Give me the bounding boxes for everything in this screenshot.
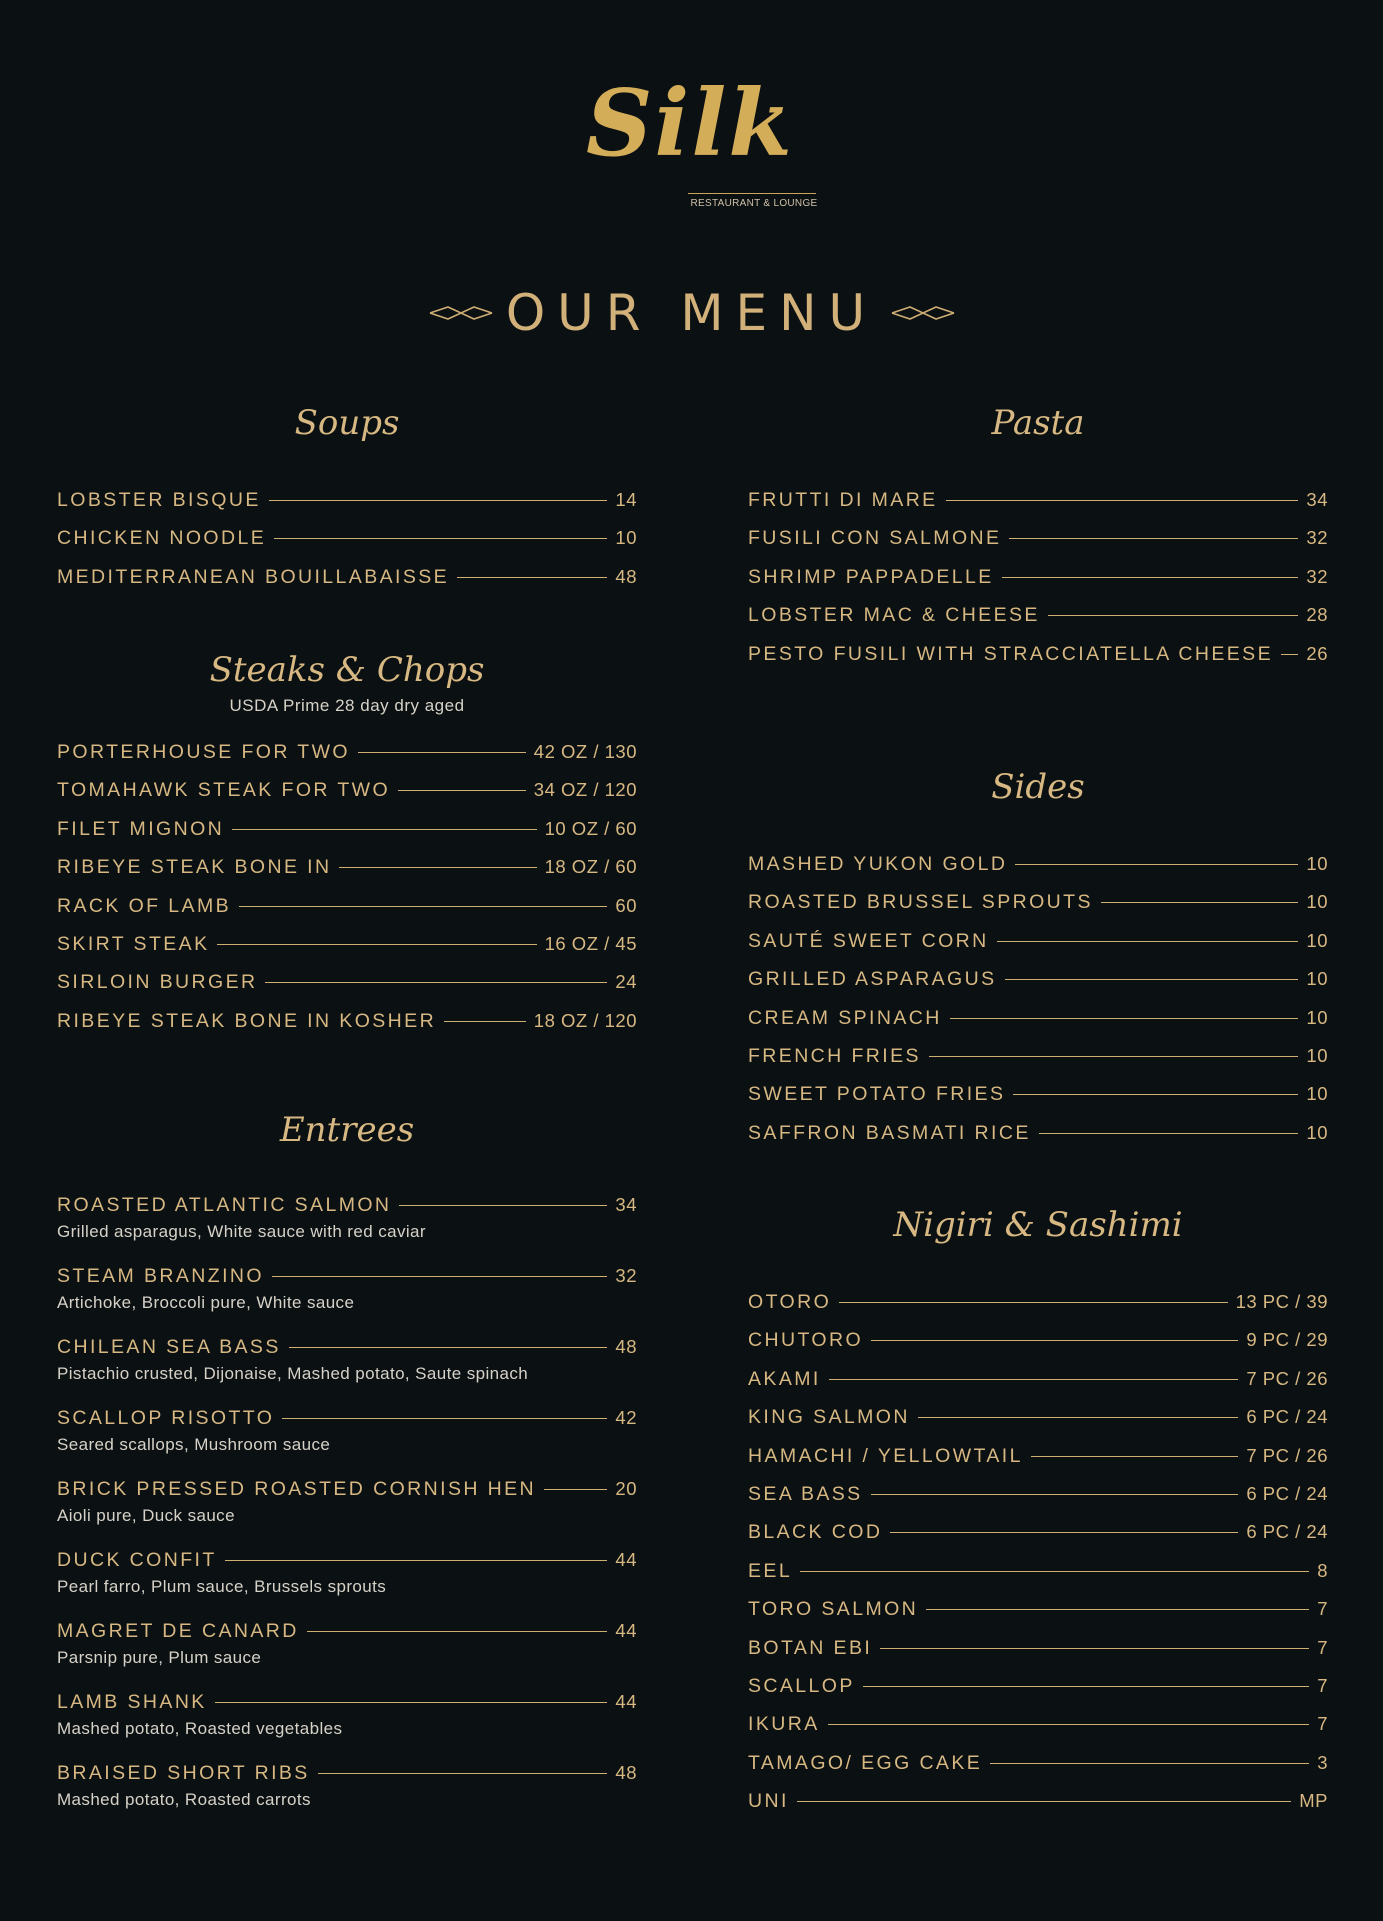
entree-item bbox=[57, 1762, 637, 1833]
leader-line bbox=[274, 538, 607, 539]
section-heading: Soups bbox=[294, 403, 400, 443]
menu-item-name: UNI bbox=[748, 1790, 789, 1813]
menu-item-name: PORTERHOUSE FOR TWO bbox=[57, 741, 350, 763]
menu-item-row bbox=[748, 930, 1328, 968]
leader-line bbox=[1009, 538, 1298, 539]
leader-line bbox=[399, 1205, 607, 1206]
menu-item-price: 7 bbox=[1317, 1598, 1328, 1620]
menu-item-row bbox=[57, 1407, 637, 1437]
leader-line bbox=[1039, 1133, 1299, 1134]
menu-item-row bbox=[748, 1291, 1328, 1329]
soups-section bbox=[57, 403, 637, 604]
menu-item-price: 16 OZ / 45 bbox=[544, 932, 637, 954]
menu-item-price: 10 bbox=[1306, 853, 1328, 874]
menu-item-row bbox=[748, 1790, 1328, 1828]
leader-line bbox=[289, 1347, 608, 1348]
menu-item-row bbox=[748, 1122, 1328, 1160]
leader-line bbox=[1002, 577, 1299, 578]
menu-item-row bbox=[57, 818, 637, 856]
menu-item-name: SAFFRON BASMATI RICE bbox=[748, 1121, 1031, 1144]
entrees-list bbox=[57, 1194, 637, 1833]
leader-line bbox=[225, 1560, 608, 1561]
menu-item-price: 6 PC / 24 bbox=[1246, 1482, 1328, 1504]
right-flourish-icon bbox=[890, 303, 956, 323]
entree-item bbox=[57, 1620, 637, 1691]
menu-item-price: 14 bbox=[615, 489, 637, 510]
section-heading: Pasta bbox=[991, 403, 1085, 443]
leader-line bbox=[990, 1763, 1309, 1764]
menu-item-name: SCALLOP bbox=[748, 1674, 855, 1697]
menu-item-price: 60 bbox=[615, 894, 637, 916]
menu-item-row bbox=[748, 1521, 1328, 1559]
menu-item-price: 44 bbox=[615, 1549, 637, 1570]
menu-item-row bbox=[57, 895, 637, 933]
menu-item-price: 20 bbox=[615, 1478, 637, 1499]
menu-item-name: TORO SALMON bbox=[748, 1598, 919, 1621]
leader-line bbox=[1281, 654, 1298, 655]
menu-item-name: FRUTTI DI MARE bbox=[748, 489, 938, 511]
menu-item-row bbox=[748, 1560, 1328, 1598]
menu-item-name: CHUTORO bbox=[748, 1329, 864, 1352]
entree-description: Mashed potato, Roasted vegetables bbox=[57, 1719, 343, 1738]
menu-item-name: IKURA bbox=[748, 1713, 820, 1736]
leader-line bbox=[215, 1702, 608, 1703]
menu-item-price: 10 bbox=[1306, 968, 1328, 990]
entree-description: Aioli pure, Duck sauce bbox=[57, 1506, 235, 1525]
menu-item-row bbox=[748, 527, 1328, 565]
sides-section bbox=[748, 767, 1328, 1160]
menu-item-name: ROASTED ATLANTIC SALMON bbox=[57, 1194, 392, 1216]
menu-item-name: LOBSTER MAC & CHEESE bbox=[748, 604, 1040, 627]
menu-item-price: 42 bbox=[615, 1407, 637, 1428]
menu-item-price: 28 bbox=[1306, 604, 1328, 626]
menu-item-name: PESTO FUSILI WITH STRACCIATELLA CHEESE bbox=[748, 642, 1273, 665]
leader-line bbox=[544, 1489, 607, 1490]
menu-item-name: CHILEAN SEA BASS bbox=[57, 1336, 281, 1358]
leader-line bbox=[839, 1302, 1227, 1303]
menu-item-name: RIBEYE STEAK BONE IN bbox=[57, 856, 332, 879]
sides-list bbox=[748, 853, 1328, 1160]
menu-item-name: SKIRT STEAK bbox=[57, 932, 210, 955]
menu-item-price: 32 bbox=[1306, 527, 1328, 549]
entree-item bbox=[57, 1407, 637, 1478]
menu-item-price: 10 bbox=[1306, 1083, 1328, 1105]
entree-item bbox=[57, 1336, 637, 1407]
menu-item-name: BRICK PRESSED ROASTED CORNISH HEN bbox=[57, 1478, 537, 1500]
menu-item-row bbox=[57, 1620, 637, 1650]
menu-item-row bbox=[748, 1752, 1328, 1790]
leader-line bbox=[1101, 902, 1299, 903]
menu-item-name: FILET MIGNON bbox=[57, 817, 225, 840]
leader-line bbox=[265, 982, 607, 983]
entree-description: Artichoke, Broccoli pure, White sauce bbox=[57, 1293, 355, 1312]
menu-item-name: SAUTÉ SWEET CORN bbox=[748, 929, 989, 952]
section-heading: Entrees bbox=[279, 1110, 415, 1150]
menu-item-price: 10 bbox=[1306, 1121, 1328, 1143]
menu-item-price: 7 bbox=[1317, 1674, 1328, 1696]
menu-item-row bbox=[57, 741, 637, 779]
leader-line bbox=[829, 1379, 1239, 1380]
menu-item-price: 18 OZ / 60 bbox=[544, 856, 637, 878]
section-heading: Nigiri & Sashimi bbox=[893, 1205, 1183, 1245]
menu-item-price: 32 bbox=[615, 1265, 637, 1286]
menu-item-row bbox=[57, 1194, 637, 1224]
leader-line bbox=[800, 1571, 1309, 1572]
menu-item-name: TOMAHAWK STEAK FOR TWO bbox=[57, 779, 391, 802]
menu-item-price: 6 PC / 24 bbox=[1246, 1406, 1328, 1428]
leader-line bbox=[1013, 1094, 1298, 1095]
menu-item-price: 7 bbox=[1317, 1713, 1328, 1735]
entree-description: Pearl farro, Plum sauce, Brussels sprouts bbox=[57, 1577, 387, 1596]
menu-item-row bbox=[748, 1713, 1328, 1751]
menu-item-name: HAMACHI / YELLOWTAIL bbox=[748, 1444, 1023, 1467]
menu-item-row bbox=[57, 1549, 637, 1579]
menu-item-price: 10 bbox=[1306, 1044, 1328, 1066]
leader-line bbox=[871, 1340, 1238, 1341]
menu-item-price: 7 PC / 26 bbox=[1246, 1367, 1328, 1389]
menu-item-row bbox=[748, 1598, 1328, 1636]
steaks-section bbox=[57, 650, 637, 1048]
menu-item-price: 10 bbox=[1306, 929, 1328, 951]
menu-item-price: 13 PC / 39 bbox=[1235, 1291, 1328, 1312]
leader-line bbox=[863, 1686, 1309, 1687]
leader-line bbox=[217, 944, 536, 945]
menu-item-name: DUCK CONFIT bbox=[57, 1549, 217, 1571]
menu-item-name: SWEET POTATO FRIES bbox=[748, 1083, 1006, 1106]
pasta-list bbox=[748, 489, 1328, 681]
leader-line bbox=[828, 1724, 1310, 1725]
leader-line bbox=[1031, 1456, 1239, 1457]
leader-line bbox=[890, 1532, 1238, 1533]
leader-line bbox=[950, 1018, 1299, 1019]
menu-item-name: CHICKEN NOODLE bbox=[57, 527, 267, 550]
menu-item-price: 3 bbox=[1317, 1751, 1328, 1773]
menu-item-name: MASHED YUKON GOLD bbox=[748, 853, 1008, 875]
leader-line bbox=[1005, 979, 1299, 980]
leader-line bbox=[1015, 864, 1298, 865]
logo-rule bbox=[688, 193, 816, 194]
menu-item-row bbox=[748, 1675, 1328, 1713]
menu-item-row bbox=[748, 1445, 1328, 1483]
entree-item bbox=[57, 1549, 637, 1620]
menu-item-row bbox=[748, 891, 1328, 929]
menu-item-name: KING SALMON bbox=[748, 1406, 910, 1429]
leader-line bbox=[398, 790, 526, 791]
menu-item-price: 6 PC / 24 bbox=[1246, 1521, 1328, 1543]
menu-item-price: 34 bbox=[1306, 489, 1328, 510]
entree-item bbox=[57, 1265, 637, 1336]
menu-item-name: RACK OF LAMB bbox=[57, 894, 231, 917]
menu-item-row bbox=[748, 1007, 1328, 1045]
section-subheading: USDA Prime 28 day dry aged bbox=[229, 696, 465, 715]
entree-description: Mashed potato, Roasted carrots bbox=[57, 1790, 311, 1809]
menu-item-price: 48 bbox=[615, 565, 637, 587]
nigiri-list bbox=[748, 1291, 1328, 1828]
menu-item-price: 7 bbox=[1317, 1636, 1328, 1658]
menu-item-name: EEL bbox=[748, 1559, 793, 1582]
menu-item-row bbox=[57, 489, 637, 527]
menu-item-name: ROASTED BRUSSEL SPROUTS bbox=[748, 891, 1093, 914]
menu-item-name: BRAISED SHORT RIBS bbox=[57, 1762, 310, 1784]
menu-item-row bbox=[748, 1483, 1328, 1521]
menu-item-name: SIRLOIN BURGER bbox=[57, 971, 258, 994]
menu-item-name: SHRIMP PAPPADELLE bbox=[748, 565, 994, 588]
menu-item-row bbox=[57, 566, 637, 604]
menu-item-name: SCALLOP RISOTTO bbox=[57, 1407, 275, 1429]
leader-line bbox=[1048, 615, 1299, 616]
menu-item-name: SEA BASS bbox=[748, 1482, 863, 1505]
entrees-section bbox=[57, 1110, 637, 1833]
menu-item-price: 34 OZ / 120 bbox=[533, 779, 637, 801]
logo-subtitle: RESTAURANT & LOUNGE bbox=[690, 198, 818, 209]
leader-line bbox=[926, 1609, 1309, 1610]
menu-item-name: GRILLED ASPARAGUS bbox=[748, 968, 997, 991]
menu-item-row bbox=[748, 1637, 1328, 1675]
leader-line bbox=[282, 1418, 607, 1419]
section-heading: Steaks & Chops bbox=[209, 650, 485, 690]
menu-item-price: 10 bbox=[1306, 891, 1328, 913]
leader-line bbox=[880, 1648, 1309, 1649]
entree-description: Pistachio crusted, Dijonaise, Mashed potato, Saute spinach bbox=[57, 1364, 529, 1383]
leader-line bbox=[269, 500, 608, 501]
menu-item-name: STEAM BRANZINO bbox=[57, 1265, 264, 1287]
nigiri-section bbox=[748, 1205, 1328, 1828]
menu-item-price: 48 bbox=[615, 1336, 637, 1357]
menu-item-row bbox=[57, 856, 637, 894]
menu-item-name: FUSILI CON SALMONE bbox=[748, 527, 1002, 550]
section-heading: Sides bbox=[991, 767, 1085, 807]
menu-item-price: 44 bbox=[615, 1691, 637, 1712]
menu-item-row bbox=[57, 1336, 637, 1366]
leader-line bbox=[946, 500, 1299, 501]
menu-item-row bbox=[57, 933, 637, 971]
menu-item-name: LOBSTER BISQUE bbox=[57, 489, 261, 511]
menu-item-row bbox=[748, 566, 1328, 604]
menu-item-price: 42 OZ / 130 bbox=[533, 741, 637, 762]
menu-item-row bbox=[748, 1329, 1328, 1367]
menu-item-name: BOTAN EBI bbox=[748, 1636, 873, 1659]
menu-item-price: MP bbox=[1299, 1790, 1328, 1812]
menu-item-row bbox=[748, 643, 1328, 681]
menu-item-name: TAMAGO/ EGG CAKE bbox=[748, 1751, 983, 1774]
leader-line bbox=[239, 906, 607, 907]
menu-item-row bbox=[748, 1045, 1328, 1083]
menu-item-row bbox=[748, 604, 1328, 642]
menu-item-row bbox=[57, 1010, 637, 1048]
leader-line bbox=[358, 752, 526, 753]
logo-script: Silk bbox=[585, 69, 795, 177]
menu-item-price: 10 OZ / 60 bbox=[544, 817, 637, 839]
leader-line bbox=[929, 1056, 1299, 1057]
restaurant-logo bbox=[560, 68, 820, 218]
menu-item-price: 48 bbox=[615, 1762, 637, 1783]
menu-item-price: 10 bbox=[1306, 1006, 1328, 1028]
leader-line bbox=[444, 1021, 526, 1022]
menu-item-name: LAMB SHANK bbox=[57, 1691, 207, 1713]
leader-line bbox=[307, 1631, 608, 1632]
menu-item-price: 18 OZ / 120 bbox=[533, 1009, 637, 1031]
menu-item-name: MAGRET DE CANARD bbox=[57, 1620, 299, 1642]
leader-line bbox=[871, 1494, 1239, 1495]
menu-item-row bbox=[748, 489, 1328, 527]
menu-item-row bbox=[748, 968, 1328, 1006]
menu-item-price: 7 PC / 26 bbox=[1246, 1444, 1328, 1466]
leader-line bbox=[457, 577, 607, 578]
menu-item-row bbox=[57, 1762, 637, 1792]
entree-item bbox=[57, 1691, 637, 1762]
menu-item-name: MEDITERRANEAN BOUILLABAISSE bbox=[57, 565, 450, 588]
entree-description: Grilled asparagus, White sauce with red caviar bbox=[57, 1222, 426, 1241]
entree-description: Seared scallops, Mushroom sauce bbox=[57, 1435, 331, 1454]
menu-item-row bbox=[748, 1368, 1328, 1406]
leader-line bbox=[997, 941, 1299, 942]
menu-item-price: 8 bbox=[1317, 1559, 1328, 1581]
menu-item-row bbox=[57, 779, 637, 817]
menu-item-price: 24 bbox=[615, 971, 637, 993]
leader-line bbox=[272, 1276, 607, 1277]
menu-item-row bbox=[748, 853, 1328, 891]
menu-item-price: 44 bbox=[615, 1620, 637, 1641]
entree-item bbox=[57, 1478, 637, 1549]
menu-item-row bbox=[57, 971, 637, 1009]
menu-item-price: 34 bbox=[615, 1194, 637, 1215]
menu-item-name: FRENCH FRIES bbox=[748, 1044, 921, 1067]
leader-line bbox=[339, 867, 536, 868]
menu-item-row bbox=[748, 1083, 1328, 1121]
leader-line bbox=[318, 1773, 608, 1774]
steaks-list bbox=[57, 741, 637, 1048]
menu-item-name: RIBEYE STEAK BONE IN KOSHER bbox=[57, 1009, 437, 1032]
soups-list bbox=[57, 489, 637, 604]
menu-item-row bbox=[57, 1265, 637, 1295]
leader-line bbox=[232, 829, 536, 830]
menu-item-price: 26 bbox=[1306, 642, 1328, 664]
leader-line bbox=[918, 1417, 1239, 1418]
menu-item-row bbox=[57, 1478, 637, 1508]
entree-item bbox=[57, 1194, 637, 1265]
menu-item-price: 32 bbox=[1306, 565, 1328, 587]
menu-item-price: 9 PC / 29 bbox=[1246, 1329, 1328, 1351]
menu-item-name: OTORO bbox=[748, 1291, 832, 1313]
menu-item-price: 10 bbox=[615, 527, 637, 549]
menu-item-name: CREAM SPINACH bbox=[748, 1006, 942, 1029]
entree-description: Parsnip pure, Plum sauce bbox=[57, 1648, 262, 1667]
menu-item-name: BLACK COD bbox=[748, 1521, 883, 1544]
menu-item-name: AKAMI bbox=[748, 1367, 821, 1390]
pasta-section bbox=[748, 403, 1328, 681]
menu-item-row bbox=[57, 1691, 637, 1721]
menu-title: OUR MENU bbox=[505, 284, 878, 342]
menu-item-row bbox=[748, 1406, 1328, 1444]
leader-line bbox=[797, 1801, 1291, 1802]
menu-item-row bbox=[57, 527, 637, 565]
